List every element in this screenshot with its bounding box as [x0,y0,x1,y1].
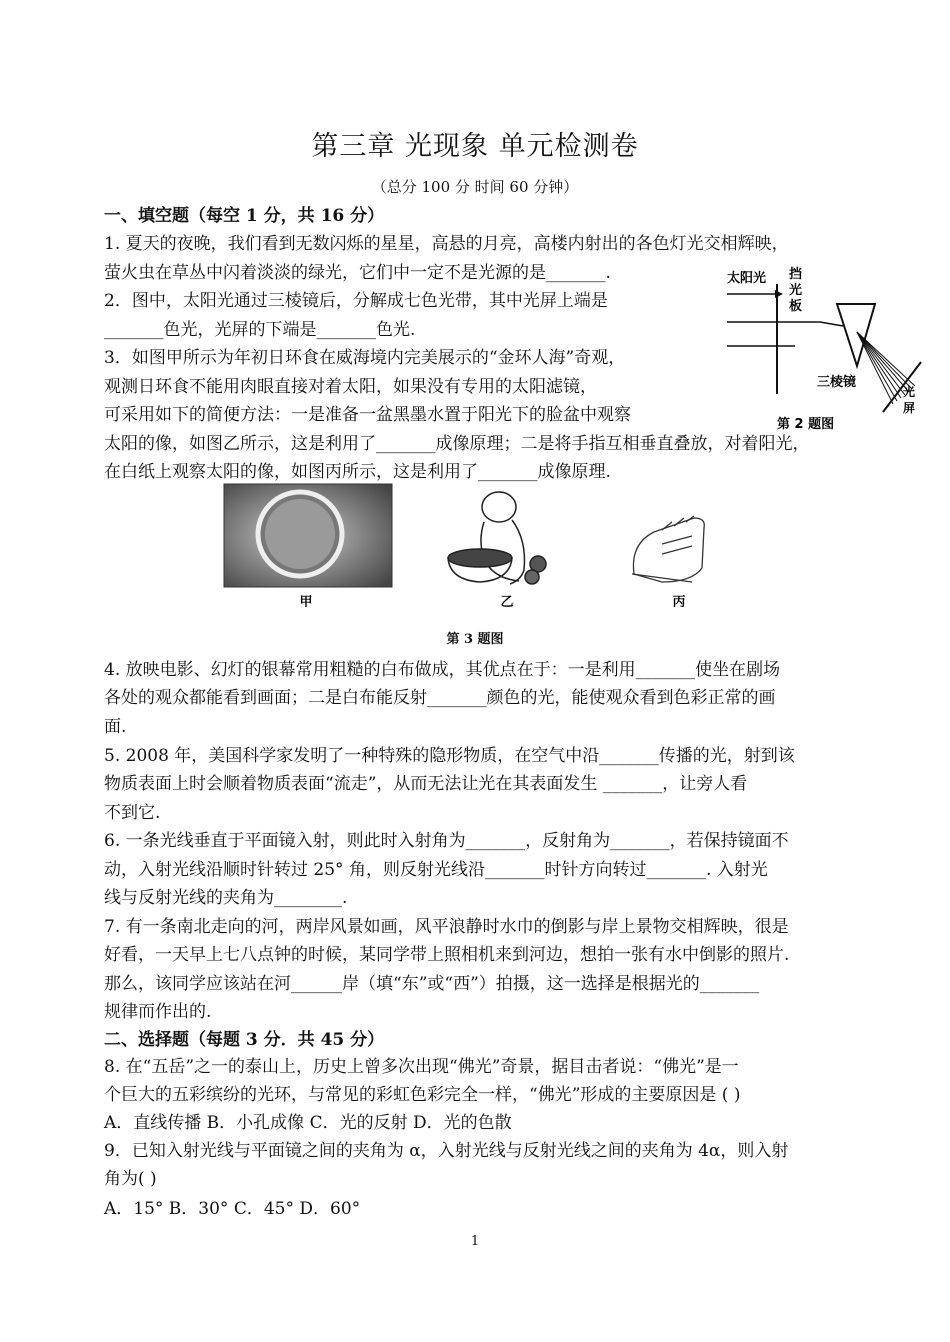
text-line: 那么，该同学应该站在河______岸（填“东”或“西”）拍摄，这一选择是根据光的_______ [104,974,760,994]
text-line: 各处的观众都能看到画面；二是白布能反射_______颜色的光，能使观众看到色彩正常的画 [104,688,776,708]
text-line: 观测日环食不能用肉眼直接对着太阳，如果没有专用的太阳滤镜， [104,377,597,397]
text-line: 好看，一天早上七八点钟的时候，某同学带上照相机来到河边，想拍一张有水中倒影的照片. [104,945,790,965]
fig2-screen-char-1: 光 [903,385,916,399]
fig2-board-char-3: 板 [789,299,803,314]
text-line: A．直线传播 B．小孔成像 C．光的反射 D．光的色散 [104,1113,512,1133]
figure-3-photos [222,482,722,607]
text-line: 2．图中，太阳光通过三棱镜后，分解成七色光带，其中光屏上端是 [104,291,608,311]
fig3-label-a: 甲 [299,595,313,607]
fig2-board-char-2: 光 [789,283,803,298]
page-number: 1 [470,1234,480,1249]
text-line: 规律而作出的. [104,1002,212,1022]
text-line: 不到它. [104,803,161,823]
text-line: _______色光，光屏的下端是_______色光. [104,320,416,340]
text-line: 太阳的像，如图乙所示，这是利用了_______成像原理；二是将手指互相垂直叠放，对着阳光， [104,434,810,454]
figure-3-caption: 第 3 题图 [446,632,504,647]
text-line: 线与反射光线的夹角为________. [104,888,348,908]
text-line: 5. 2008 年，美国科学家发明了一种特殊的隐形物质，在空气中沿_______传播的光，射到该 [104,746,795,766]
text-line: 6. 一条光线垂直于平面镜入射，则此时入射角为_______，反射角为_______，若保持镜面不 [104,831,789,851]
fig2-caption: 第 2 题图 [777,417,835,432]
text-line: 在白纸上观察太阳的像，如图丙所示，这是利用了_______成像原理. [104,462,611,482]
figure-2-prism-diagram [725,264,925,434]
text-line: 8. 在“五岳”之一的泰山上，历史上曾多次出现“佛光”奇景，据目击者说：“佛光”是一 [104,1057,739,1077]
text-line: 动，入射光线沿顺时针转过 25° 角，则反射光线沿_______时针方向转过_______. 入射光 [104,860,768,880]
text-line: 3．如图甲所示为年初日环食在威海境内完美展示的“金环人海”奇观， [104,348,626,368]
text-line: 物质表面上时会顺着物质表面“流走”，从而无法让光在其表面发生 _______，让旁人看 [104,774,748,794]
page-subtitle: （总分 100 分 时间 60 分钟） [371,178,579,196]
text-line: 7. 有一条南北走向的河，两岸风景如画，风平浪静时水巾的倒影与岸上景物交相辉映，很是 [104,917,789,937]
text-line: 4. 放映电影、幻灯的银幕常用粗糙的白布做成，其优点在于：一是利用_______使坐在剧场 [104,660,781,680]
text-line: 9．已知入射光线与平面镜之间的夹角为 α，入射光线与反射光线之间的夹角为 4α，则入射 [104,1141,789,1161]
text-line: A．15° B．30° C．45° D．60° [104,1199,361,1219]
text-line: 可采用如下的简便方法：一是准备一盆黑墨水置于阳光下的脸盆中观察 [104,405,631,425]
fig3-label-c: 丙 [672,595,686,607]
page-title: 第三章 光现象 单元检测卷 [311,131,639,162]
text-line: 个巨大的五彩缤纷的光环，与常见的彩虹色彩完全一样，“佛光”形成的主要原因是 ( ) [104,1085,741,1105]
fig2-screen-char-2: 屏 [903,401,916,415]
text-line: 角为( ) [104,1169,157,1189]
crossed-fingers-illustration [632,516,704,582]
section-heading: 二、选择题（每题 3 分．共 45 分） [104,1030,385,1050]
fig2-board-char-1: 挡 [789,267,803,282]
eclipse-photo [224,484,392,587]
fig2-sunlight-label: 太阳光 [727,271,767,286]
text-line: 面. [104,717,127,737]
section-heading: 一、填空题（每空 1 分，共 16 分） [104,206,385,226]
text-line: 萤火虫在草丛中闪着淡淡的绿光，它们中一定不是光源的是_______. [104,263,611,283]
fig2-prism-label: 三棱镜 [817,375,857,390]
ink-basin-illustration [448,492,546,584]
text-line: 1. 夏天的夜晚，我们看到无数闪烁的星星，高悬的月亮，高楼内射出的各色灯光交相辉映， [104,234,789,254]
fig3-label-b: 乙 [500,595,514,607]
